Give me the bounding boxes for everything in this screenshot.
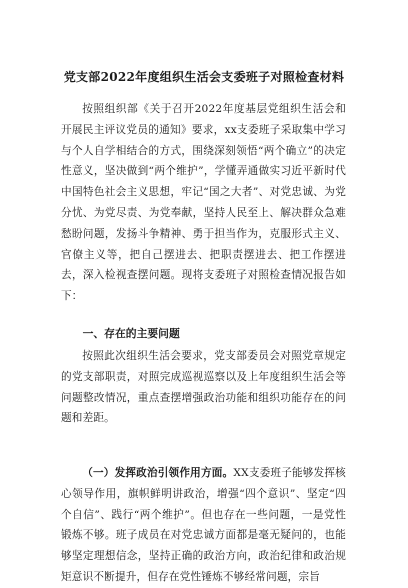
paragraph-requirements: 按照此次组织生活会要求，党支部委员会对照党章规定的党支部职责，对照完成巡视巡察以及上年度组织生活会等问题整改情况，重点查摆增强政治功能和组织功能存在的问题和差距。 bbox=[61, 350, 346, 425]
paragraph-political-leadership-text: XX支委班子能够发挥核心领导作用，旗帜鲜明讲政治，增强“四个意识”、坚定“四个自信”、践行“两个维护”。但也存在一些问题，一是党性锻炼不够。班子成员在对党忠诚方面都是毫无疑问的，也能够坚定理想信念，坚持正确的政治方向，政治纪律和政治规矩意识不断提升，但存在党性锤炼不够经常问题，宗旨 bbox=[61, 467, 346, 583]
section-heading-main-problems: 一、存在的主要问题 bbox=[82, 327, 180, 340]
paragraph-intro: 按照组织部《关于召开2022年度基层党组织生活会和开展民主评议党员的通知》要求，xx支委班子采取集中学习与个人自学相结合的方式，围绕深刻领悟“两个确立”的决定性意义，坚决做到“两个维护”，学懂弄通做实习近平新时代中国特色社会主义思想，牢记“国之大者”、对党忠诚、为党分忧、为党尽责、为党奉献，坚持人民至上、解决群众急难愁盼问题，发扬斗争精神、勇于担当作为，克服形式主义、官僚主义等，把自己摆进去、把职责摆进去、把工作摆进去，深入检视查摆问题。现将支委班子对照检查情况报告如下： bbox=[61, 103, 346, 303]
document-title: 党支部2022年度组织生活会支委班子对照检查材料 bbox=[63, 70, 345, 84]
subsection-heading-political-leadership: （一）发挥政治引领作用方面。 bbox=[82, 467, 234, 479]
paragraph-political-leadership bbox=[61, 463, 346, 588]
